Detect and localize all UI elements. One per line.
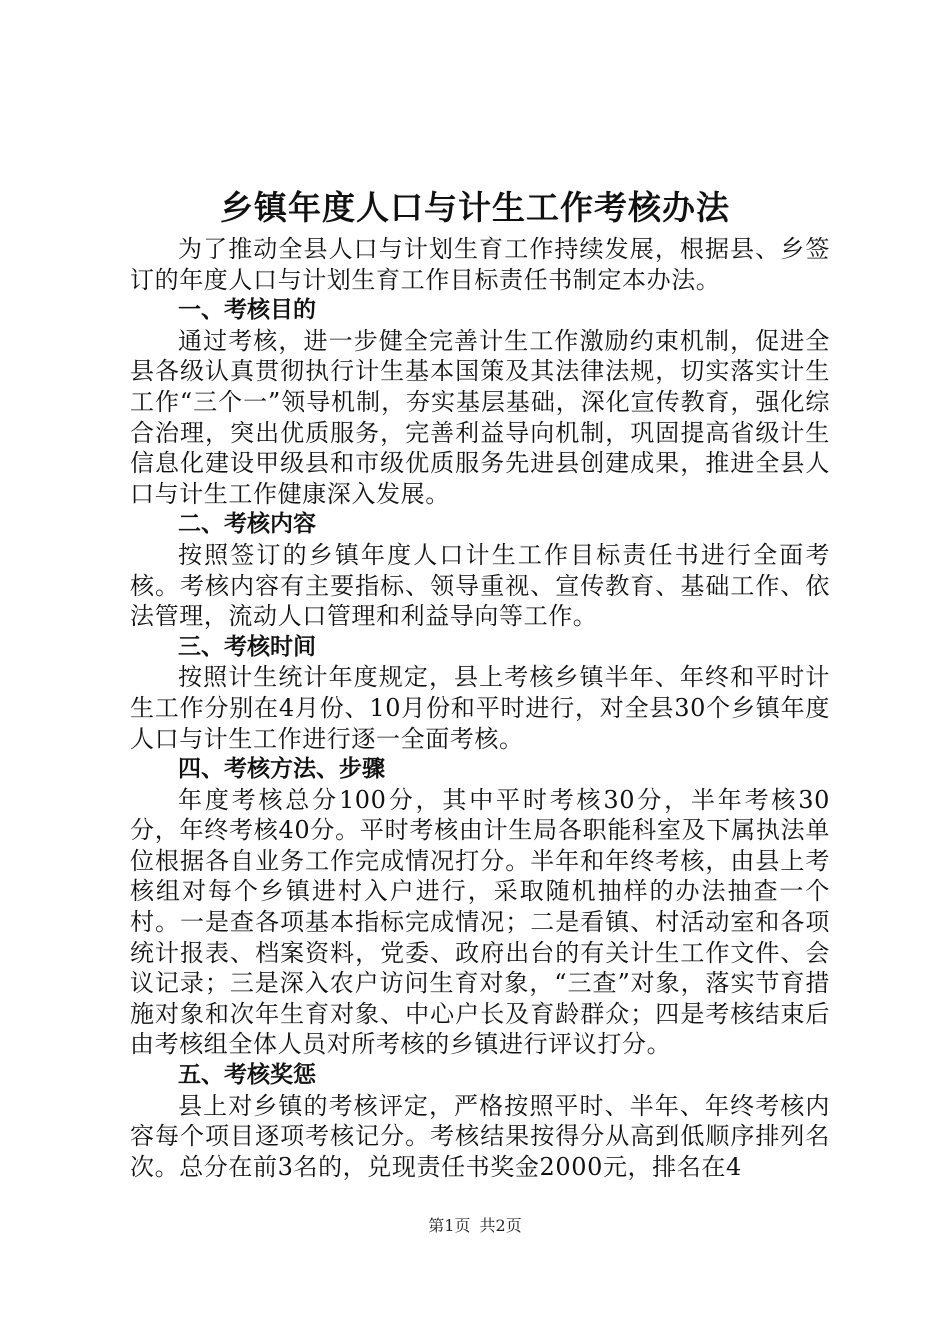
section-heading: 四、考核方法、步骤	[178, 756, 385, 783]
section-rewards	[130, 1060, 830, 1182]
page-number-footer: 第1页 共2页	[428, 1216, 522, 1235]
section-purpose	[130, 295, 830, 509]
section-heading: 二、考核内容	[178, 511, 316, 538]
section-method	[130, 754, 830, 1060]
section-paragraph: 通过考核，进一步健全完善计生工作激励约束机制，促进全县各级认真贯彻执行计生基本国策及其法律法规，切实落实计生工作“三个一”领导机制，夯实基层基础，深化宣传教育，强化综合治理，突出优质服务，完善利益导向机制，巩固提高省级计生信息化建设甲级县和市级优质服务先进县创建成果，推进全县人口与计生工作健康深入发展。	[130, 326, 830, 508]
section-heading: 一、考核目的	[178, 297, 316, 324]
section-paragraph: 按照签订的乡镇年度人口计生工作目标责任书进行全面考核。考核内容有主要指标、领导重视、宣传教育、基础工作、依法管理，流动人口管理和利益导向等工作。	[130, 540, 830, 631]
section-content	[130, 509, 830, 631]
section-paragraph: 按照计生统计年度规定，县上考核乡镇半年、年终和平时计生工作分别在4月份、10月份和平时进行，对全县30个乡镇年度人口与计生工作进行逐一全面考核。	[130, 663, 830, 753]
section-time	[130, 632, 830, 754]
document-body	[130, 234, 830, 1182]
intro-paragraph: 为了推动全县人口与计划生育工作持续发展，根据县、乡签订的年度人口与计划生育工作目标责任书制定本办法。	[130, 235, 830, 294]
section-paragraph: 县上对乡镇的考核评定，严格按照平时、半年、年终考核内容每个项目逐项考核记分。考核结果按得分从高到低顺序排列名次。总分在前3名的，兑现责任书奖金2000元，排名在4	[130, 1091, 830, 1181]
section-heading: 五、考核奖惩	[178, 1062, 316, 1089]
section-heading: 三、考核时间	[178, 633, 316, 660]
document-title: 乡镇年度人口与计生工作考核办法	[220, 188, 730, 227]
section-paragraph: 年度考核总分100分，其中平时考核30分，半年考核30分，年终考核40分。平时考核由计生局各职能科室及下属执法单位根据各自业务工作完成情况打分。半年和年终考核，由县上考核组对每个乡镇进村入户进行，采取随机抽样的办法抽查一个村。一是查各项基本指标完成情况；二是看镇、村活动室和各项统计报表、档案资料，党委、政府出台的有关计生工作文件、会议记录；三是深入农户访问生育对象，“三查”对象，落实节育措施对象和次年生育对象、中心户长及育龄群众；四是考核结束后由考核组全体人员对所考核的乡镇进行评议打分。	[130, 785, 830, 1059]
